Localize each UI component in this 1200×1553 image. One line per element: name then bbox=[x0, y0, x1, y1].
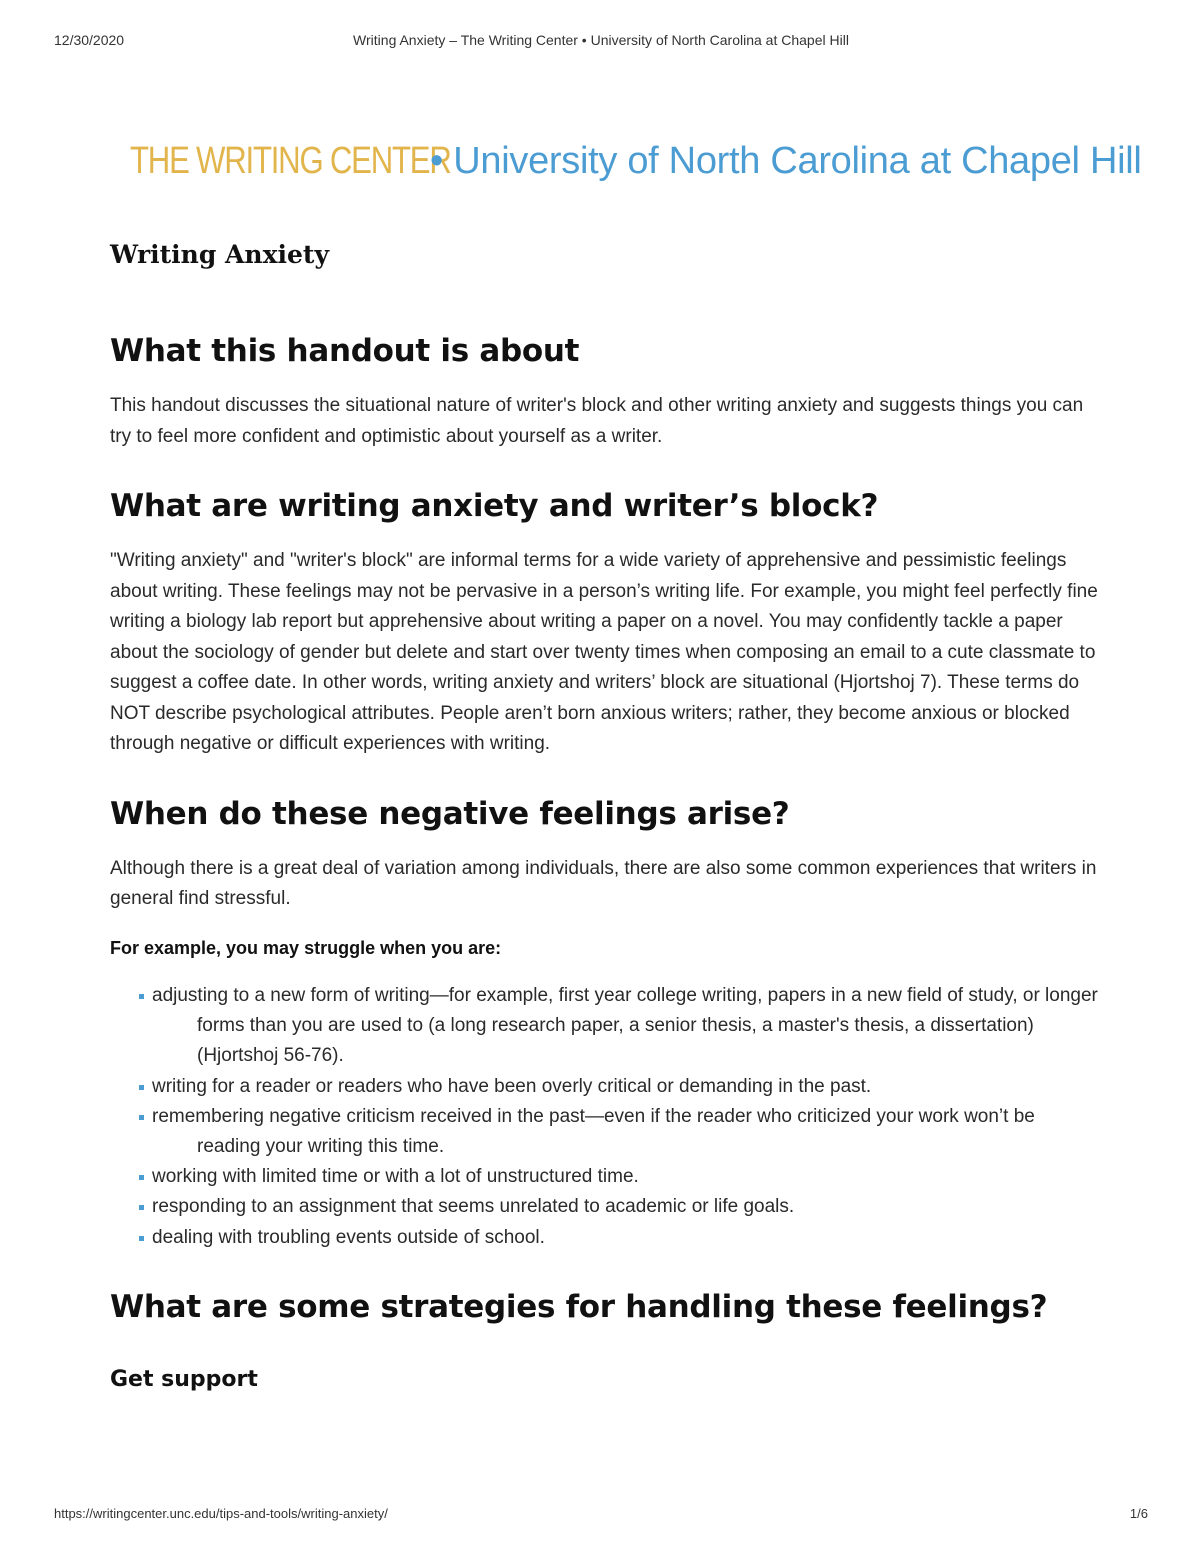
print-date: 12/30/2020 bbox=[54, 32, 125, 48]
examples-list bbox=[110, 981, 1100, 1253]
list-item bbox=[152, 1102, 1100, 1162]
heading-about: What this handout is about bbox=[110, 333, 580, 369]
logo-brand-text: THE WRITING CENTER bbox=[130, 140, 451, 182]
list-item bbox=[152, 1072, 1100, 1102]
subheading-get-support: Get support bbox=[110, 1366, 258, 1392]
list-item bbox=[152, 1162, 1100, 1192]
print-footer bbox=[54, 1506, 1148, 1526]
bullet-square-icon bbox=[139, 1115, 144, 1120]
page-title: Writing Anxiety bbox=[110, 240, 329, 269]
heading-strategies: What are some strategies for handling these feelings? bbox=[110, 1288, 1048, 1325]
bullet-square-icon bbox=[139, 1175, 144, 1180]
list-item bbox=[152, 1192, 1100, 1222]
list-item-text: responding to an assignment that seems unrelated to academic or life goals. bbox=[152, 1196, 795, 1218]
bullet-square-icon bbox=[139, 1205, 144, 1210]
heading-what-are: What are writing anxiety and writer’s block? bbox=[110, 488, 879, 524]
print-url[interactable]: https://writingcenter.unc.edu/tips-and-tools/writing-anxiety/ bbox=[54, 1506, 388, 1521]
list-item-text: writing for a reader or readers who have been overly critical or demanding in the past. bbox=[152, 1075, 872, 1097]
bullet-square-icon bbox=[139, 1236, 144, 1241]
list-item-text: dealing with troubling events outside of school. bbox=[152, 1226, 545, 1248]
paragraph-about: This handout discusses the situational nature of writer's block and other writing anxiety and suggests things you can try to feel more confident and optimistic about yourself as a writer. bbox=[110, 395, 1084, 447]
list-item-text: adjusting to a new form of writing—for example, first year college writing, papers in a new field of study, or longer forms than you are used to (a long research paper, a senior thesis, a master's thesis, a dissertation) (Hjortshoj 56-76). bbox=[152, 985, 1098, 1067]
print-page-title: Writing Anxiety – The Writing Center • University of North Carolina at Chapel Hill bbox=[353, 32, 849, 48]
article-content bbox=[110, 240, 1100, 1392]
logo-university-text: • University of North Carolina at Chapel Hill bbox=[430, 140, 1142, 182]
heading-when: When do these negative feelings arise? bbox=[110, 795, 790, 832]
list-item-text: remembering negative criticism received in the past—even if the reader who criticized your work won’t be reading your writing this time. bbox=[152, 1105, 1035, 1158]
bullet-square-icon bbox=[139, 994, 144, 999]
bullet-square-icon bbox=[139, 1085, 144, 1090]
list-item bbox=[152, 981, 1100, 1072]
print-header bbox=[54, 32, 1148, 52]
list-item bbox=[152, 1223, 1100, 1253]
examples-lead: For example, you may struggle when you are: bbox=[110, 937, 502, 958]
paragraph-when: Although there is a great deal of variation among individuals, there are also some common experiences that writers in general find stressful. bbox=[110, 857, 1097, 909]
paragraph-what-are: "Writing anxiety" and "writer's block" are informal terms for a wide variety of apprehensive and pessimistic feelings about writing. These feelings may not be pervasive in a person’s writing life. For example, you might feel perfectly fine writing a biology lab report but apprehensive about writing a paper on a novel. You may confidently tackle a paper about the sociology of gender but delete and start over twenty times when composing an email to a cute classmate to suggest a coffee date. In other words, writing anxiety and writers’ block are situational (Hjortshoj 7). These terms do NOT describe psychological attributes. People aren’t born anxious writers; rather, they become anxious or blocked through negative or difficult experiences with writing. bbox=[110, 550, 1098, 754]
page-number: 1/6 bbox=[1129, 1506, 1148, 1521]
list-item-text: working with limited time or with a lot of unstructured time. bbox=[152, 1166, 639, 1188]
writing-center-logo[interactable] bbox=[130, 138, 1142, 188]
